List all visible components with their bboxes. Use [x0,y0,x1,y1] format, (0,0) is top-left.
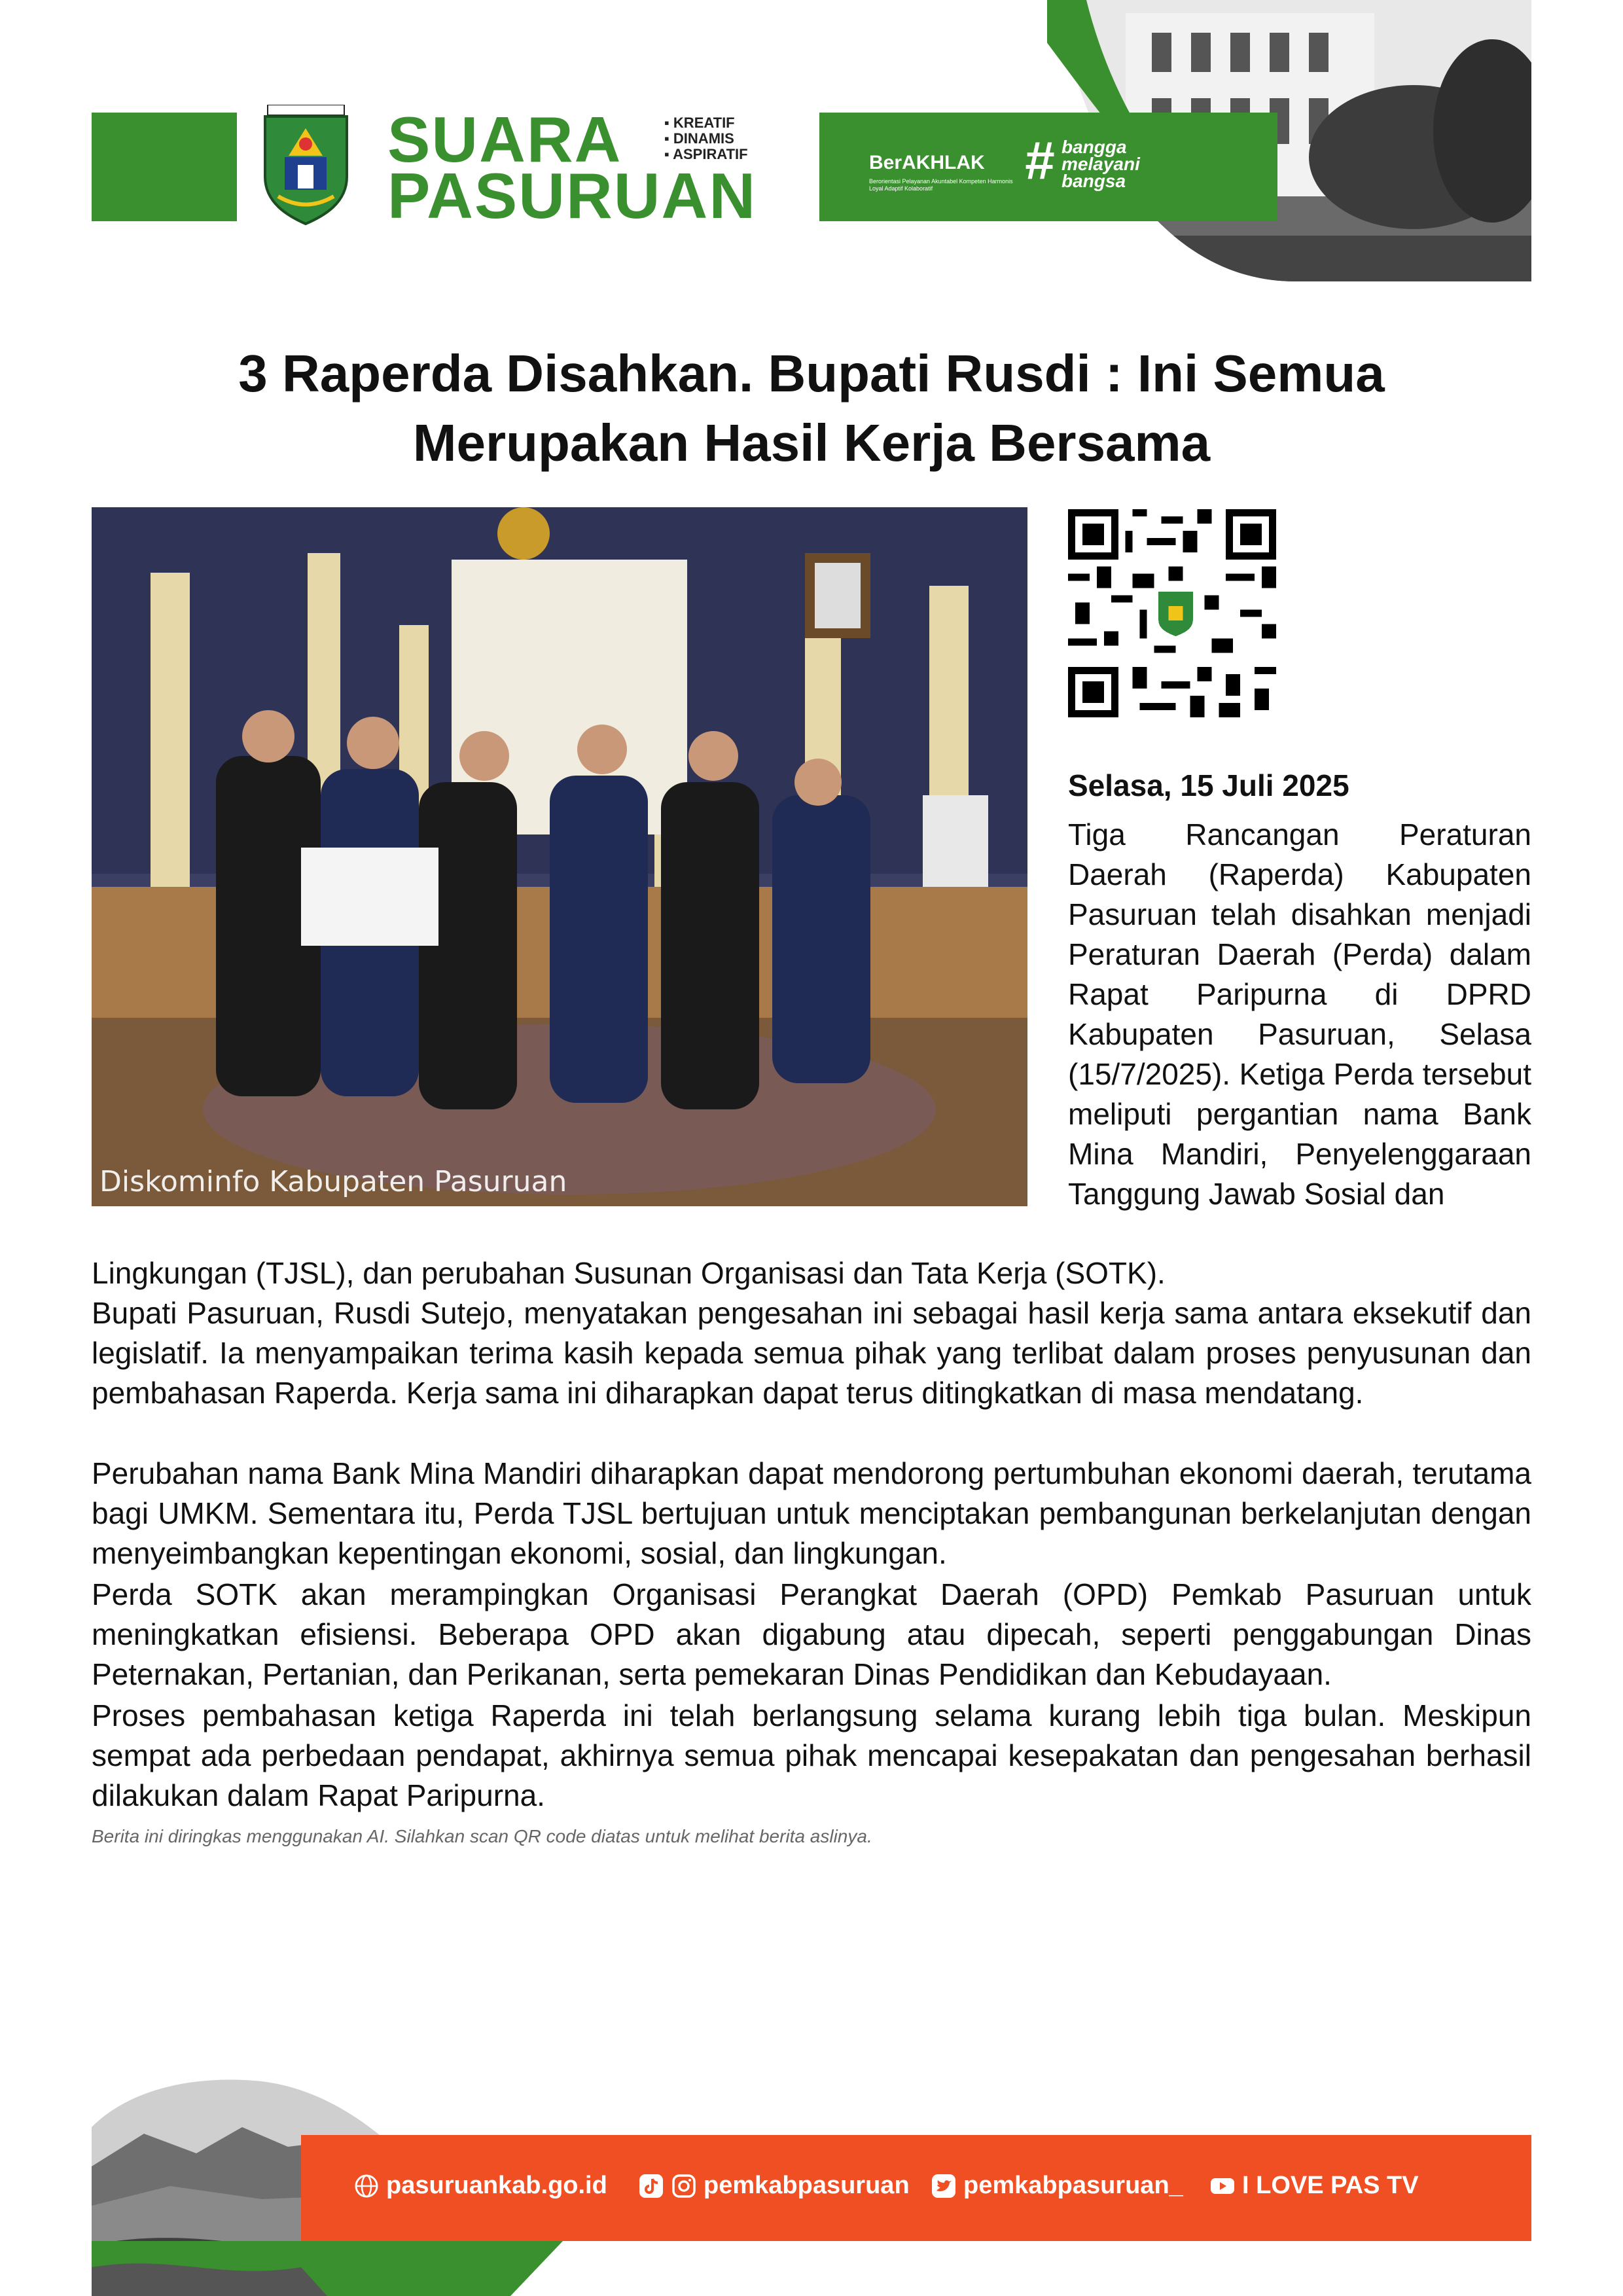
article-paragraph-5: Proses pembahasan ketiga Raperda ini telah berlangsung selama kurang lebih tiga bulan. Meskipun sempat ada perbedaan pendapat, akhirnya semua pihak mencapai kesepakatan dan pengesahan berhasil dilakukan dalam Rapat Paripurna. [92,1698,1531,1812]
title-line-2: Merupakan Hasil Kerja Bersama [412,414,1211,472]
tiktok-icon [638,2173,664,2199]
pasuruan-emblem-icon [259,105,353,226]
article-paragraph-4: Perda SOTK akan merampingkan Organisasi Perangkat Daerah (OPD) Pemkab Pasuruan untuk meningkatkan efisiensi. Beberapa OPD akan digabung atau dipecah, seperti penggabungan Dinas Peternakan, Pertanian, dan Perikanan, serta pemekaran Dinas Pendidikan dan Kebudayaan. [92,1577,1531,1691]
footer-green-strip [92,2241,1531,2296]
youtube-icon [1209,2173,1236,2199]
tagline-item: ▪ ASPIRATIF [664,147,748,162]
article-paragraph-1: Tiga Rancangan Peraturan Daerah (Raperda) Kabupaten Pasuruan telah disahkan menjadi Peraturan Daerah (Perda) dalam Rapat Paripurna di DPRD Kabupaten Pasuruan, Selasa (15/7/2025). Ketiga Perda tersebut meliputi pergantian nama Bank Mina Mandiri, Penyelenggaraan Tanggung Jawab Sosial dan [1068,817,1531,1211]
article-paragraph-3: Perubahan nama Bank Mina Mandiri diharapkan dapat mendorong pertumbuhan ekonomi daerah, terutama bagi UMKM. Sementara itu, Perda TJSL bertujuan untuk menciptakan pembangunan berkelanjutan dengan menyeimbangkan kepentingan ekonomi, sosial, dan lingkungan. [92,1456,1531,1570]
footer-twitter-link[interactable] [931,2172,1183,2200]
article-title [92,339,1531,478]
footer-website-link[interactable] [353,2172,607,2200]
twitter-icon [931,2173,957,2199]
article-photo [92,507,1027,1206]
footer-youtube-link[interactable] [1209,2172,1419,2200]
tagline-item: ▪ DINAMIS [664,131,748,147]
hashtag-line: melayani [1061,154,1140,174]
footer-tiktok-instagram-text: pemkabpasuruan [704,2172,910,2199]
brand-line-2: PASURUAN [387,160,757,232]
berakhlak-subtitle: Berorientasi Pelayanan Akuntabel Kompeten Harmonis Loyal Adaptif Kolaboratif [869,178,1013,192]
bangga-melayani-bangsa-logo [1061,139,1140,190]
header-green-bar-left [92,113,237,221]
berakhlak-logo: BerAKHLAK [869,152,985,173]
footer-twitter-text: pemkabpasuruan_ [963,2172,1183,2199]
hashtag-line: bangsa [1061,171,1126,191]
qr-code[interactable] [1068,509,1276,717]
tagline-item: ▪ KREATIF [664,115,748,131]
footer-youtube-text: I LOVE PAS TV [1242,2172,1419,2199]
brand-line-1: SUARA [387,103,622,175]
photo-caption: Diskominfo Kabupaten Pasuruan [99,1165,567,1198]
tagline [664,115,748,162]
article-date: Selasa, 15 Juli 2025 [1068,768,1349,802]
globe-icon [353,2173,380,2199]
title-line-1: 3 Raperda Disahkan. Bupati Rusdi : Ini Semua [238,344,1385,403]
instagram-icon [671,2173,697,2199]
ai-disclaimer: Berita ini diringkas menggunakan AI. Silahkan scan QR code diatas untuk melihat berita aslinya. [92,1826,872,1846]
footer-website-text: pasuruankab.go.id [386,2172,607,2199]
article-paragraph-2: Bupati Pasuruan, Rusdi Sutejo, menyatakan pengesahan ini sebagai hasil kerja sama antara eksekutif dan legislatif. Ia menyampaikan terima kasih kepada semua pihak yang terlibat dalam proses penyusunan dan pembahasan Raperda. Kerja sama ini diharapkan dapat terus ditingkatkan di masa mendatang. [92,1296,1531,1410]
hashtag-icon: # [1024,131,1054,190]
footer-tiktok-instagram-link[interactable] [638,2172,910,2200]
hashtag-line: bangga [1061,137,1127,157]
article-paragraph-1-continued: Lingkungan (TJSL), dan perubahan Susunan Organisasi dan Tata Kerja (SOTK). [92,1256,1166,1290]
